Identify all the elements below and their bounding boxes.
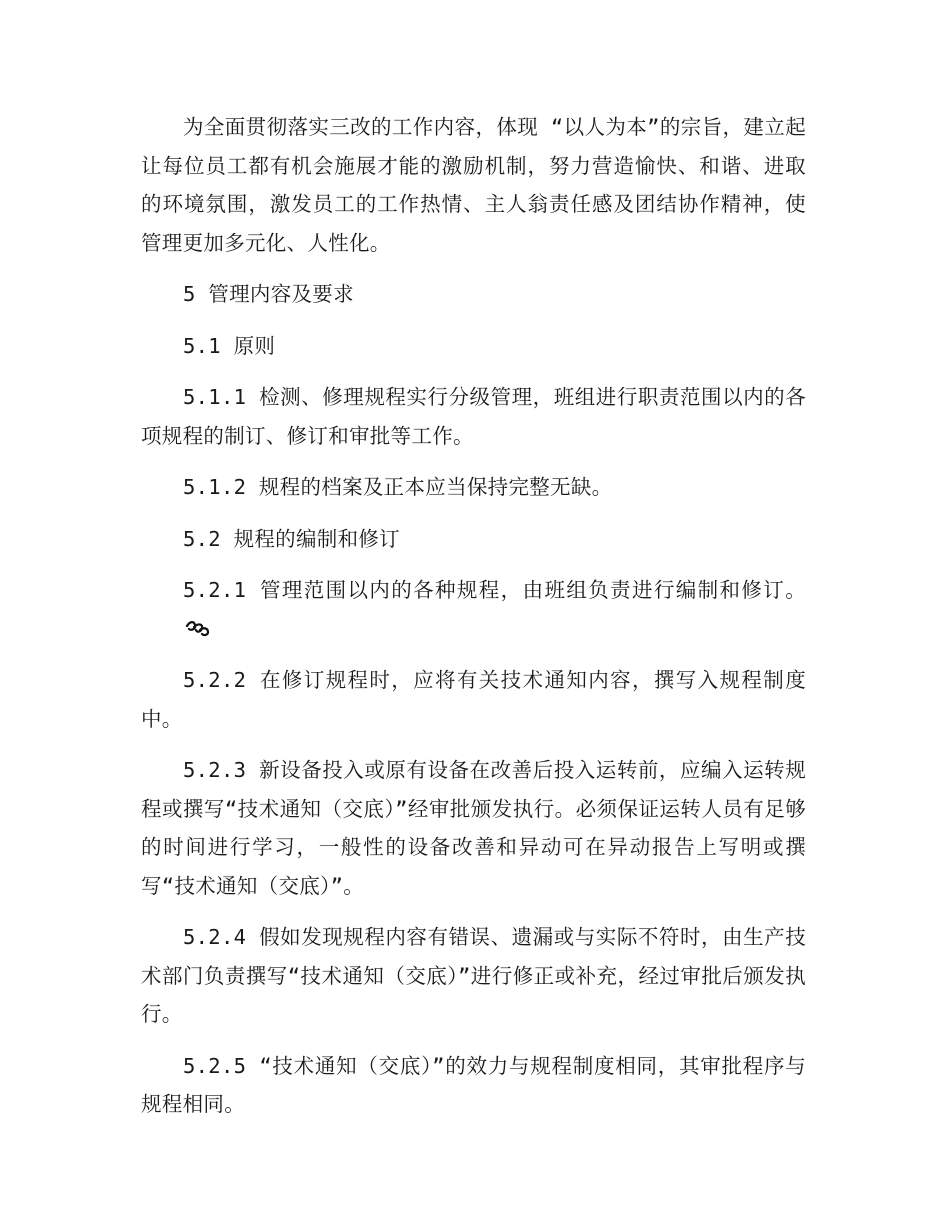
clause-5-2-1-text: 5.2.1 管理范围以内的各种规程，由班组负责进行编制和修订。	[183, 578, 806, 602]
clause-5-1-2: 5.1.2 规程的档案及正本应当保持完整无缺。	[183, 475, 613, 499]
clause-5-2-1	[141, 571, 806, 648]
section-heading-5: 5 管理内容及要求	[183, 282, 354, 306]
squiggle-mark-icon	[143, 612, 169, 630]
intro-paragraph: 为全面贯彻落实三改的工作内容，体现 “以人为本”的宗旨，建立起让每位员工都有机会施展才能的激励机制，努力营造愉快、和谐、进取的环境氛围，激发员工的工作热情、主人翁责任感及团结协作精神，使管理更加多元化、人性化。	[141, 115, 806, 255]
document-body	[141, 108, 806, 1124]
section-heading-5-1: 5.1 原则	[183, 333, 276, 358]
clause-5-2-3: 5.2.3 新设备投入或原有设备在改善后投入运转前，应编入运转规程或撰写“技术通知（交底）”经审批颁发执行。必须保证运转人员有足够的时间进行学习，一般性的设备改善和异动可在异动报告上写明或撰写“技术通知（交底）”。	[141, 758, 806, 898]
clause-5-2-4: 5.2.4 假如发现规程内容有错误、遗漏或与实际不符时，由生产技术部门负责撰写“技术通知（交底）”进行修正或补充，经过审批后颁发执行。	[141, 925, 806, 1026]
clause-5-2-2: 5.2.2 在修订规程时，应将有关技术通知内容，撰写入规程制度中。	[141, 668, 806, 731]
clause-5-1-1: 5.1.1 检测、修理规程实行分级管理，班组进行职责范围以内的各项规程的制订、修订和审批等工作。	[141, 385, 806, 448]
section-heading-5-2: 5.2 规程的编制和修订	[183, 526, 400, 551]
clause-5-2-5: 5.2.5 “技术通知（交底）”的效力与规程制度相同，其审批程序与规程相同。	[141, 1053, 806, 1116]
